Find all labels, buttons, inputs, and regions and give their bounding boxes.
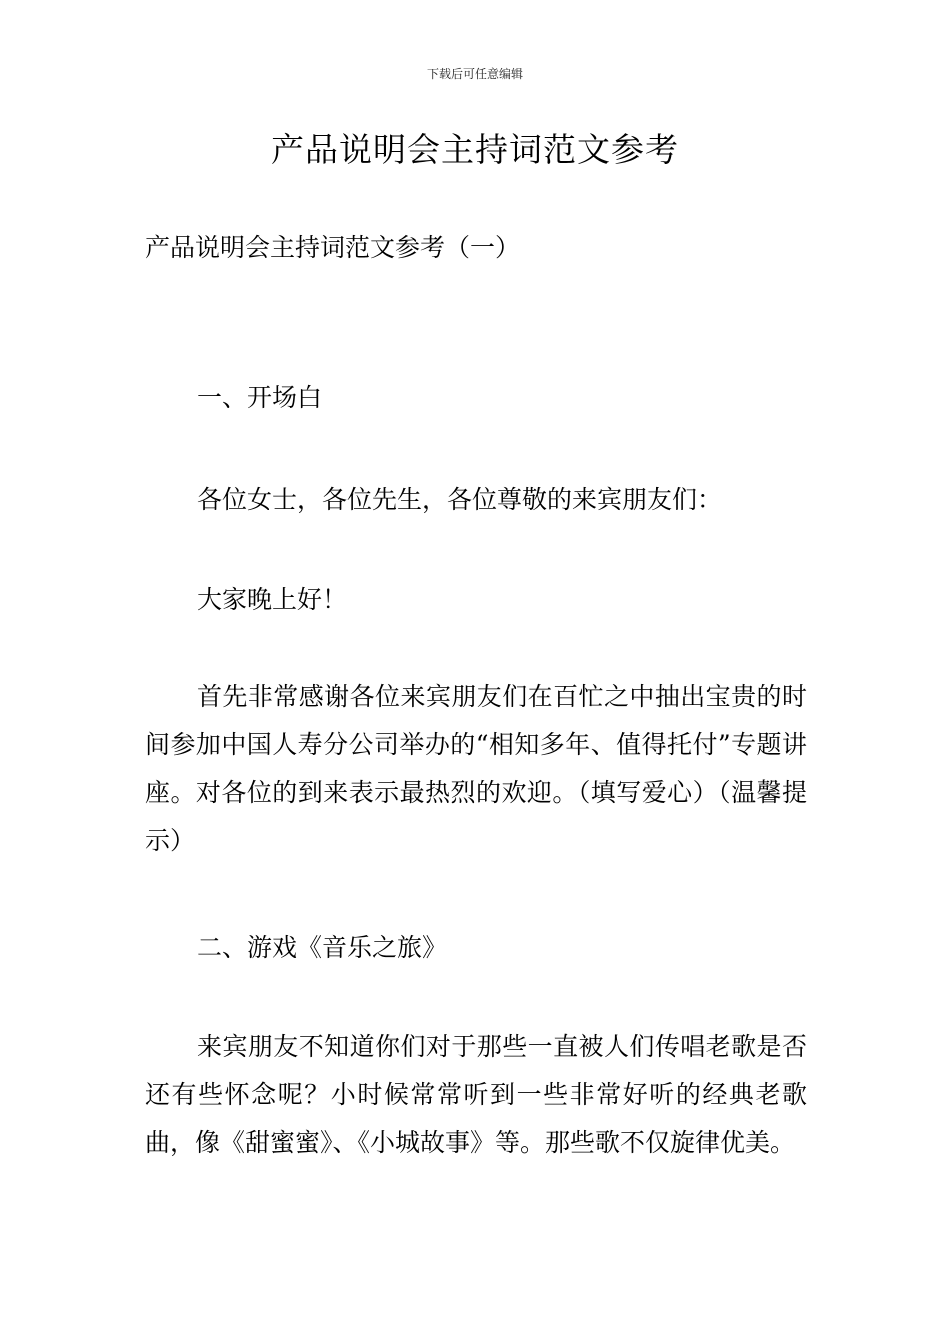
document-title: 产品说明会主持词范文参考 xyxy=(271,130,679,169)
header-note: 下载后可任意编辑 xyxy=(426,67,523,81)
welcome-paragraph: 首先非常感谢各位来宾朋友们在百忙之中抽出宝贵的时间参加中国人寿分公司举办的“相知多年、值得托付”专题讲座。对各位的到来表示最热烈的欢迎。（填写爱心）（温馨提示） xyxy=(145,682,807,855)
greeting-paragraph: 各位女士，各位先生，各位尊敬的来宾朋友们： xyxy=(197,485,723,514)
document-subtitle: 产品说明会主持词范文参考（一） xyxy=(145,233,521,262)
section-heading-game: 二、游戏《音乐之旅》 xyxy=(197,933,448,962)
good-evening-paragraph: 大家晚上好！ xyxy=(197,585,348,614)
section-heading-opening: 一、开场白 xyxy=(197,383,323,412)
music-paragraph: 来宾朋友不知道你们对于那些一直被人们传唱老歌是否还有些怀念呢？小时候常常听到一些非常好听的经典老歌曲，像《甜蜜蜜》、《小城故事》等。那些歌不仅旋律优美。 xyxy=(145,1032,807,1157)
